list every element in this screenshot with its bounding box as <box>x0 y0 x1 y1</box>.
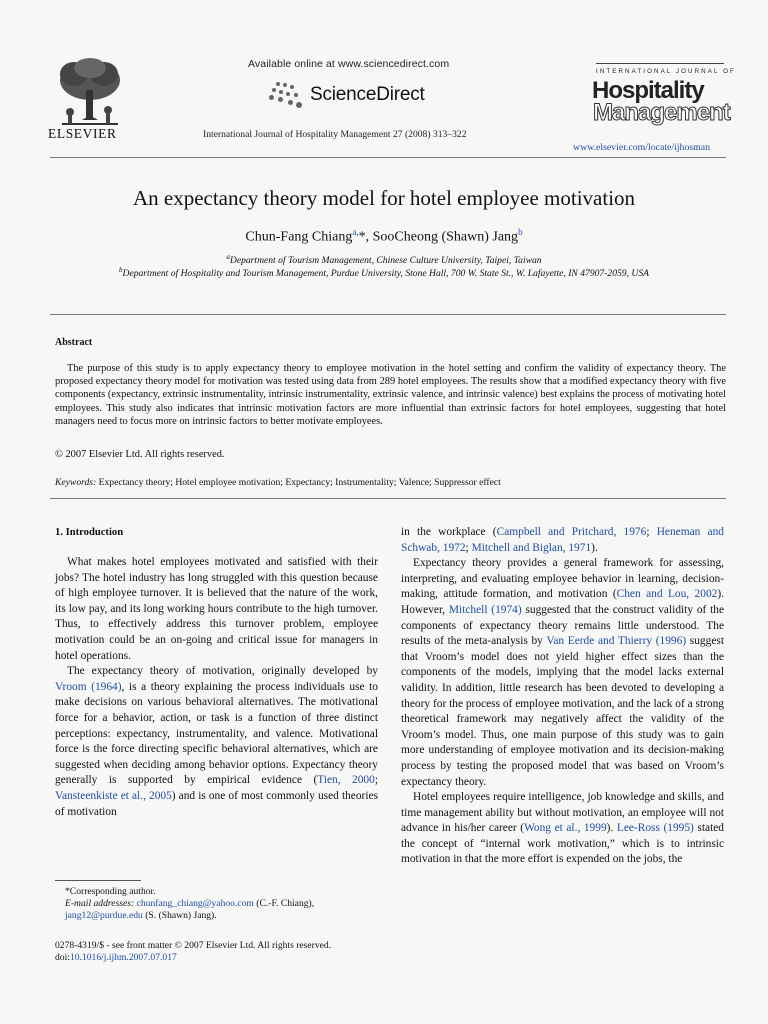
author-1-affil-link[interactable]: a, <box>352 227 359 237</box>
keywords <box>55 477 501 488</box>
citation-link[interactable]: Mitchell (1974) <box>448 603 522 616</box>
citation-link[interactable]: Tien, 2000 <box>317 774 375 787</box>
doi-line: doi:10.1016/j.ijhm.2007.07.017 <box>55 952 177 964</box>
article-authors: Chun-Fang Chiang$^{a,}$*, SooCheong (Shawn) Jang$^b$ <box>245 227 523 245</box>
paragraph: The expectancy theory of motivation, originally developed by Vroom (1964), is a theory explaining the process individuals use to make decisions on various behavioral alternatives. The motivational force for a behavior, action, or task is a function of three distinct perceptions: expectancy, instrumentality, and valence. Motivational force is the force directing specific behavioral alternatives, which are suggested when deciding among behavior options. Expectancy theory generally is supported by empirical evidence (Tien, 2000; Vansteenkiste et al., 2005) and is one of most commonly used theories of motivation <box>55 665 379 818</box>
email-addresses: E-mail addresses: chunfang_chiang@yahoo.com (C.-F. Chiang), jang12@purdue.edu (S. (Shawn) Jang). <box>65 898 315 922</box>
available-online-text: Available online at www.sciencedirect.com <box>248 58 450 70</box>
journal-url-link[interactable]: www.elsevier.com/locate/ijhosman <box>573 142 711 153</box>
paragraph: Hotel employees require intelligence, job knowledge and skills, and time management ability but without motivation, an employee will not advance in his/her career (Wong et al., 1999). Lee-Ross (1995) stated the concept of “internal work motivation,” which is to intrinsic motivation in that the more effort is expended on the jobs, the <box>401 791 724 866</box>
sciencedirect-wordmark: ScienceDirect <box>310 84 425 105</box>
abstract-top-divider <box>50 314 726 315</box>
affiliation-b: $^b$Department of Hospitality and Tourism Management, Purdue University, Stone Hall, 700 W. State St., W. Lafayette, IN 47907-2059, USA <box>119 266 649 280</box>
section-heading-introduction: 1. Introduction <box>55 527 124 538</box>
footnote <box>55 886 378 923</box>
citation-link[interactable]: Chen and Lou, 2002 <box>616 588 718 601</box>
sciencedirect-dots-icon <box>266 80 306 110</box>
keywords-label: Keywords: <box>55 477 97 488</box>
author-2-affil-link[interactable]: b <box>518 227 523 237</box>
email-link-jang[interactable]: jang12@purdue.edu <box>65 910 143 922</box>
journal-logo-small-text: INTERNATIONAL JOURNAL OF <box>596 68 736 75</box>
citation-link[interactable]: Van Eerde and Thierry (1996) <box>546 635 687 648</box>
abstract-text: The purpose of this study is to apply expectancy theory to employee motivation in the hotel setting and confirm the validity of expectancy theory. The proposed expectancy theory model for motivation was tested using data from 289 hotel employees. The results show that a modified expectancy theory with five components (expectancy, extrinsic instrumentality, intrinsic instrumentality, extrinsic valence, and intrinsic valence) best explains the process of motivating hotel employees. This study also indicates that intrinsic motivation factors are more influential than extrinsic factors for hotel employees, suggesting that hotel managers need to focus more on intrinsic factors to better motivate employees. <box>55 363 726 427</box>
keywords-list: Expectancy theory; Hotel employee motivation; Expectancy; Instrumentality; Valence; Suppressor effect <box>96 477 501 488</box>
citation-link[interactable]: Vansteenkiste et al., 2005 <box>55 789 172 802</box>
paragraph: Expectancy theory provides a general framework for assessing, interpreting, and evaluating employee behavior in learning, decision-making, attitude formation, and motivation (Chen and Lou, 2002). However, Mitchell (1974) suggested that the construct validity of the components of expectancy theory remains little understood. The results of the meta-analysis by Van Eerde and Thierry (1996) suggest that Vroom’s model does not yield higher effect sizes than the components of the models, implying that the model lacks external validity. In addition, little research has been devoted to developing a theory for the process of employee motivation, and the lack of a strong theoretical framework may negatively affect the validity of the Vroom’s model. Thus, one main purpose of this study was to gain more understanding of employee motivation and its decision-making process by testing the proposed model that was based on Vroom’s expectancy theory. <box>401 557 724 788</box>
citation-link[interactable]: Campbell and Pritchard, 1976 <box>496 526 647 538</box>
author-2: SooCheong (Shawn) Jang <box>372 229 519 245</box>
journal-logo-hospitality: Hospitality <box>592 77 704 104</box>
left-column <box>55 555 378 820</box>
citation-link[interactable]: Lee-Ross (1995) <box>616 822 694 835</box>
elsevier-tree-icon <box>52 54 128 132</box>
elsevier-wordmark: ELSEVIER <box>48 126 117 141</box>
citation-link[interactable]: Wong et al., 1999 <box>524 822 607 835</box>
journal-logo-rule <box>596 63 724 64</box>
paragraph: in the workplace (Campbell and Pritchard, 1976; Heneman and Schwab, 1972; Mitchell and Biglan, 1971). <box>401 526 724 554</box>
header-divider <box>50 157 726 158</box>
abstract-copyright: © 2007 Elsevier Ltd. All rights reserved. <box>55 449 225 460</box>
affiliation-a: $^a$Department of Tourism Management, Chinese Culture University, Taipei, Taiwan <box>226 253 542 267</box>
journal-logo-management: Management <box>593 99 730 126</box>
corresponding-author-note: *Corresponding author. <box>65 886 156 897</box>
footnote-rule <box>55 880 141 881</box>
sciencedirect-logo[interactable] <box>266 80 466 110</box>
author-1: Chun-Fang Chiang <box>245 229 353 245</box>
paragraph: What makes hotel employees motivated and satisfied with their jobs? The hotel industry has long struggled with this question because of high employee turnover. It is believed that the nature of the work, its low pay, and its long working hours contribute to the high turnover. Thus, to effectively address this turnover problem, employee motivation could be an on-going and critical issue for managers in hotel operations. <box>55 556 378 662</box>
citation-link[interactable]: Heneman and Schwab, 1972 <box>401 526 724 554</box>
abstract-bottom-divider <box>50 498 726 499</box>
article-title: An expectancy theory model for hotel employee motivation <box>132 186 636 210</box>
right-column <box>401 525 724 868</box>
corresponding-star[interactable]: * <box>358 229 366 245</box>
citation-link[interactable]: Vroom (1964) <box>55 680 122 693</box>
issn-doi-block <box>55 940 331 964</box>
doi-link[interactable]: 10.1016/j.ijhm.2007.07.017 <box>69 952 177 964</box>
email-link-chiang[interactable]: chunfang_chiang@yahoo.com <box>136 898 254 910</box>
citation-link[interactable]: Mitchell and Biglan, 1971 <box>471 541 592 554</box>
journal-citation: International Journal of Hospitality Management 27 (2008) 313–322 <box>203 129 467 140</box>
abstract-heading: Abstract <box>55 337 93 348</box>
issn-line: 0278-4319/$ - see front matter © 2007 Elsevier Ltd. All rights reserved. <box>55 940 332 951</box>
